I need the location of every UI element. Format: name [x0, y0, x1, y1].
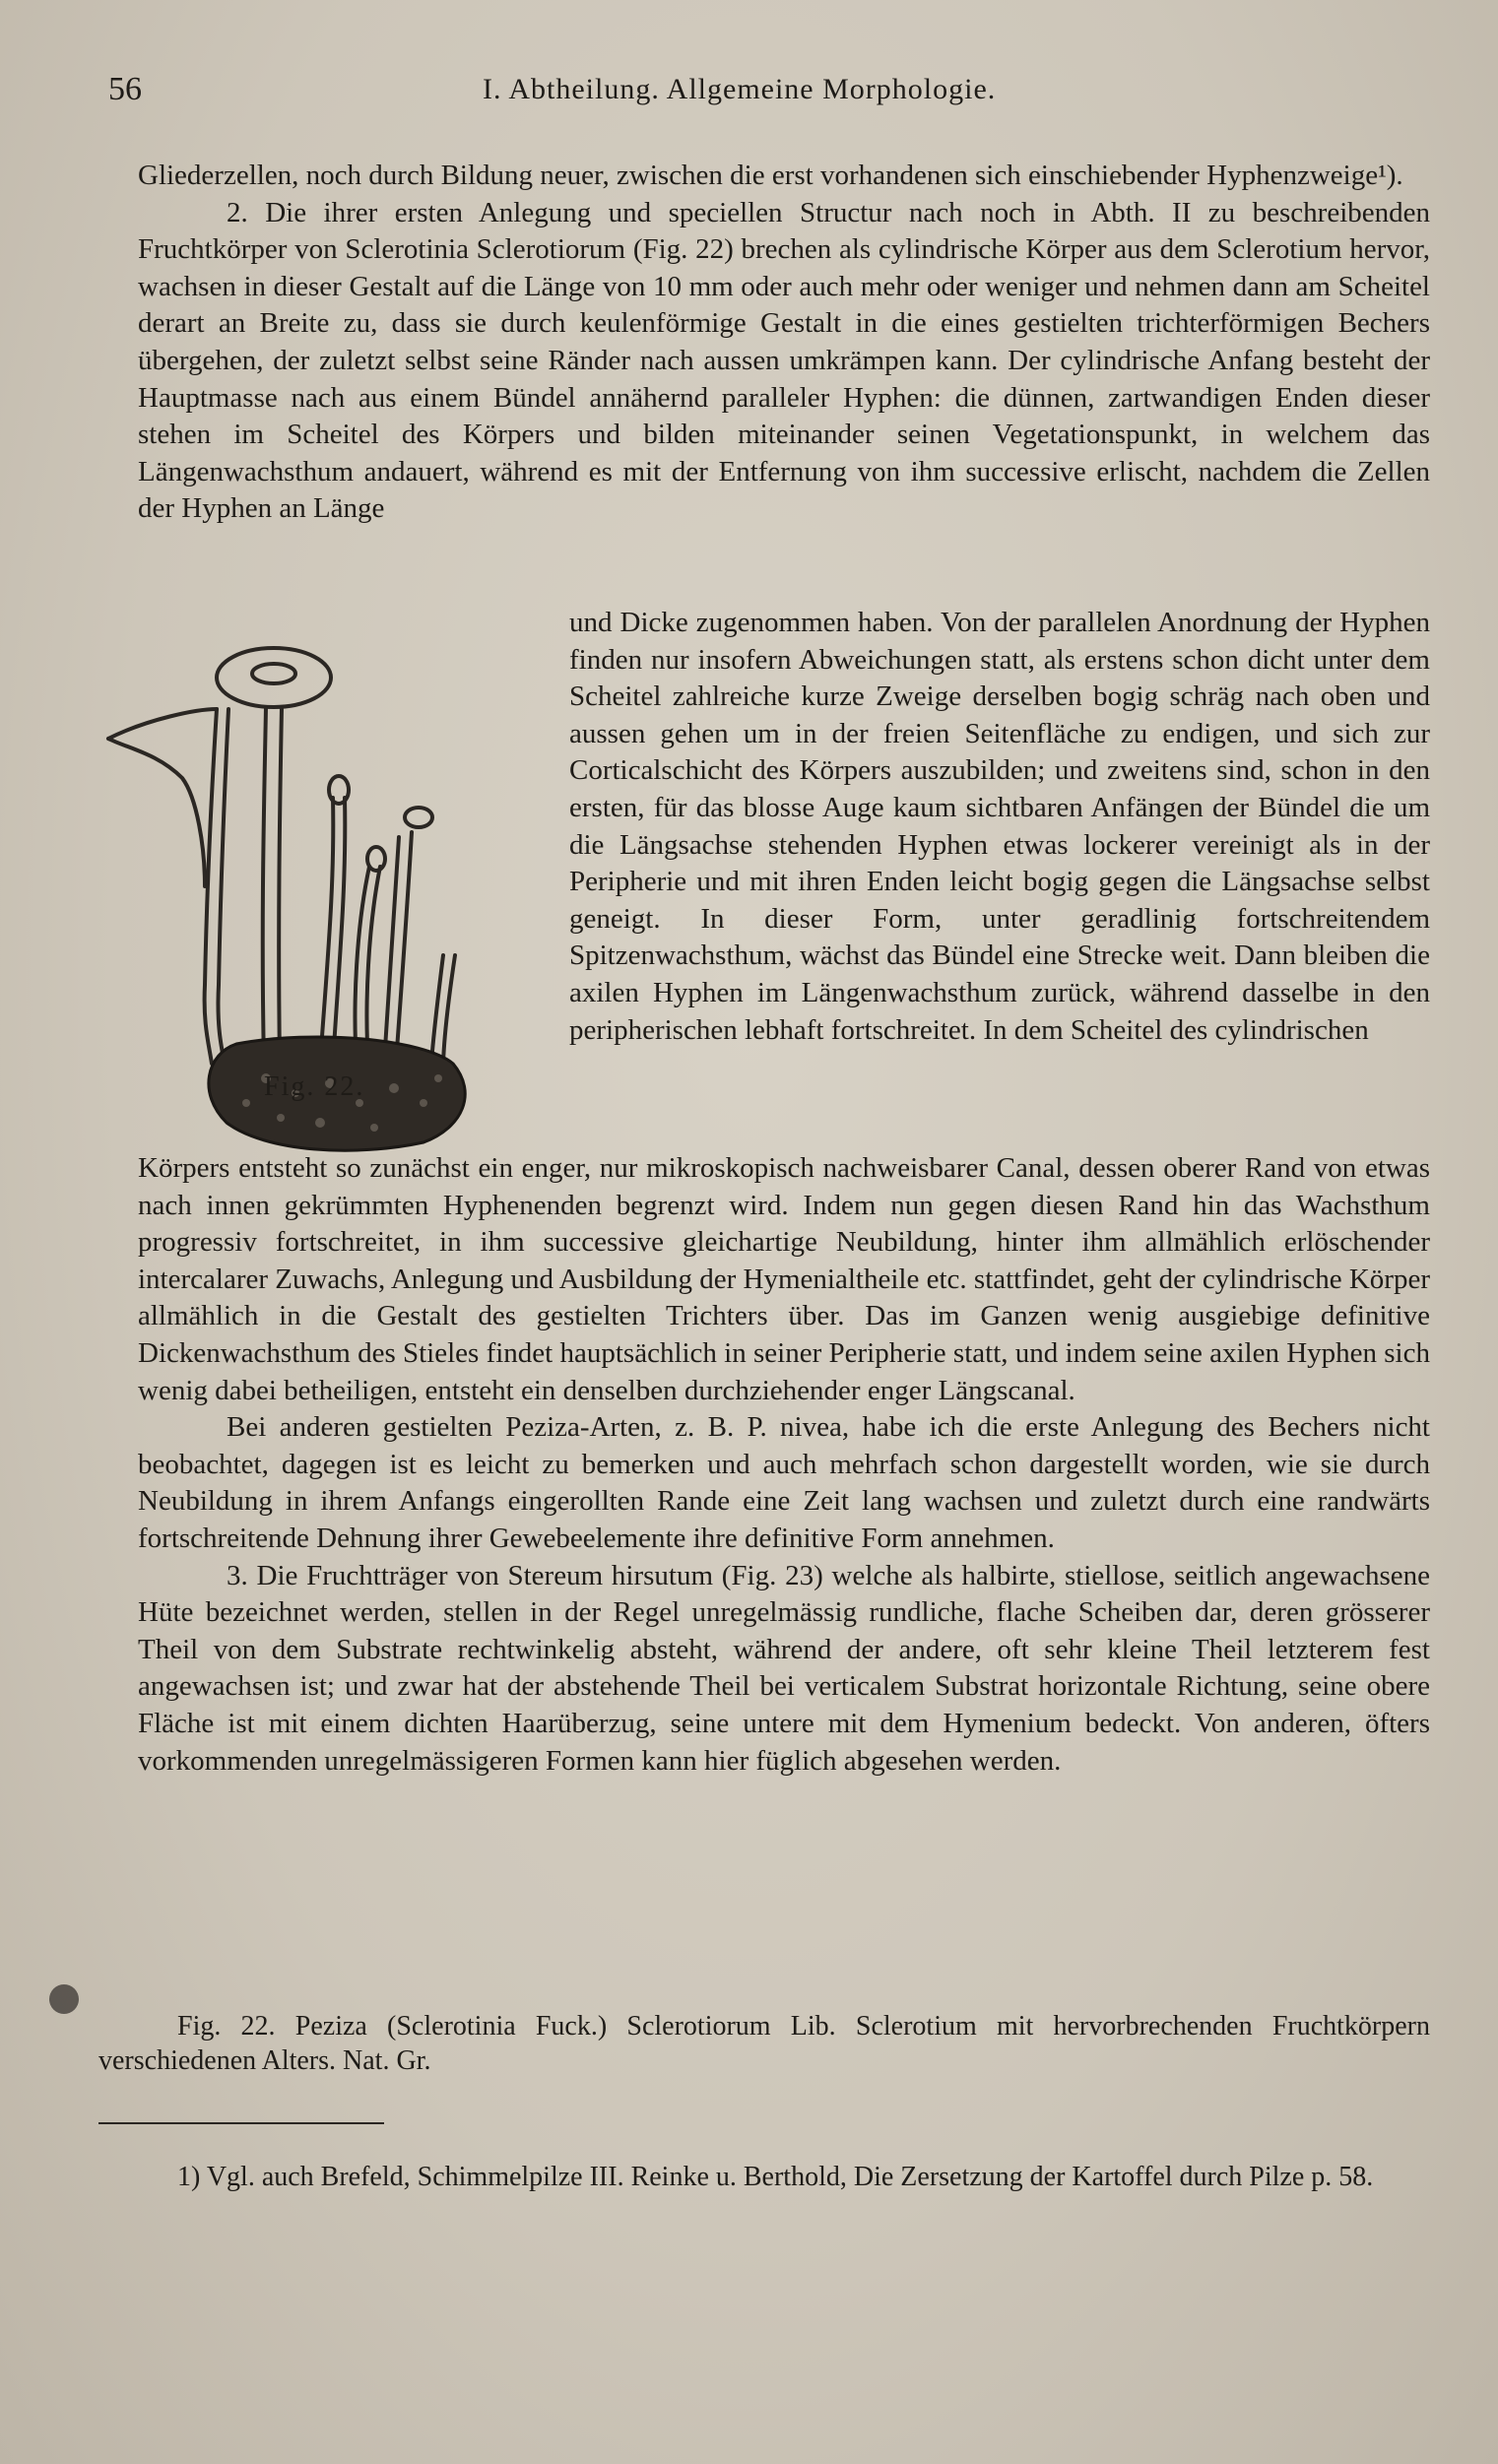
running-title: I. Abtheilung. Allgemeine Morphologie.: [483, 73, 997, 105]
caption-text: Fig. 22. Peziza (Sclerotinia Fuck.) Sclerotiorum Lib. Sclerotium mit hervorbrechenden Fruchtkörpern verschiedenen Alters. Nat. Gr.: [98, 2011, 1430, 2076]
paragraph-canal: Körpers entsteht so zunächst ein enger, nur mikroskopisch nachweisbarer Canal, dessen oberer Rand von etwas nach innen gekrümmten Hyphenenden begrenzt wird. Indem nun gegen diesen Rand hin das Wachsthum progressiv fortschreitet, in ihm successive gleichartige Neubildung, hinter ihm allmählich erlöschender intercalarer Zuwachs, Anlegung und Ausbildung der Hymenialtheile etc. stattfindet, geht der cylindrische Körper allmählich in die Gestalt des gestielten Trichters über. Das im Ganzen wenig ausgiebige definitive Dickenwachsthum des Stieles findet hauptsächlich in seiner Peripherie statt, und indem seine axilen Hyphen sich wenig dabei betheiligen, entsteht ein denselben durchziehender enger Längscanal.: [138, 1152, 1430, 1406]
body-text-top: [138, 158, 1430, 528]
body-text-bottom: [138, 1150, 1430, 1780]
figure-label: Fig. 22.: [264, 1071, 365, 1102]
footnote: 1) Vgl. auch Brefeld, Schimmelpilze III. Reinke u. Berthold, Die Zersetzung der Kartoffel durch Pilze p. 58.: [177, 2162, 1374, 2192]
wrapped-paragraph: und Dicke zugenommen haben. Von der parallelen Anordnung der Hyphen finden nur insofern Abweichungen statt, als erstens schon dicht unter dem Scheitel zahlreiche kurze Zweige derselben bogig schräg nach oben und aussen gehen um in der freien Seitenfläche zu endigen, und sich zur Corticalschicht des Körpers auszubilden; und zweitens sind, schon in den ersten, für das blosse Auge kaum sichtbaren Anfängen der Bündel die um die Längsachse stehenden Hyphen etwas lockerer vereinigt als in der Peripherie und mit ihren Enden leicht bogig gegen die Längsachse selbst geneigt. In dieser Form, unter geradlinig fortschreitendem Spitzenwachsthum, wächst das Bündel eine Strecke weit. Dann bleiben die axilen Hyphen im Längenwachsthum zurück, während dasselbe in den peripherischen lebhaft fortschreitet. In dem Scheitel des cylindrischen: [569, 607, 1430, 1046]
page-number: 56: [108, 71, 142, 107]
paragraph-peziza-arten: Bei anderen gestielten Peziza-Arten, z. B. P. nivea, habe ich die erste Anlegung des Bechers nicht beobachtet, dagegen ist es leicht zu bemerken und auch mehrfach schon dargestellt worden, wie sie durch Neubildung in ihrem Anfangs eingerollten Rande eine Zeit lang wachsen und zuletzt durch eine randwärts fortschreitende Dehnung ihrer Gewebeelemente ihre definitive Form annehmen.: [138, 1411, 1430, 1554]
ink-spot: [49, 1984, 79, 2014]
page-header: [108, 71, 1350, 120]
figure-caption: [98, 2009, 1430, 2078]
footnote-rule: [98, 2122, 384, 2124]
paragraph-sclerotinia: 2. Die ihrer ersten Anlegung und speciellen Structur nach noch in Abth. II zu beschreibenden Fruchtkörper von Sclerotinia Sclerotiorum (Fig. 22) brechen als cylindrische Körper aus dem Sclerotium hervor, wachsen in dieser Gestalt auf die Länge von 10 mm oder auch mehr oder weniger und nehmen dann am Scheitel derart an Breite zu, dass sie durch keulenförmige Gestalt in die eines gestielten trichterförmigen Bechers übergehen, der zuletzt selbst seine Ränder nach aussen umkrämpen kann. Der cylindrische Anfang besteht der Hauptmasse nach aus einem Bündel annähernd paralleler Hyphen: die dünnen, zartwandigen Enden dieser stehen im Scheitel des Körpers und bilden miteinander seinen Vegetationspunkt, in welchem das Längenwachsthum andauert, während es mit der Entfernung von ihm successive erlischt, nachdem die Zellen der Hyphen an Länge: [138, 196, 1430, 525]
paragraph-continuation: Gliederzellen, noch durch Bildung neuer, zwischen die erst vorhandenen sich einschiebender Hyphenzweige¹).: [138, 160, 1403, 191]
paragraph-stereum: 3. Die Fruchtträger von Stereum hirsutum (Fig. 23) welche als halbirte, stiellose, seitlich angewachsene Hüte bezeichnet werden, stellen in der Regel unregelmässig rundliche, flache Scheiben dar, deren grösserer Theil von dem Substrate rechtwinkelig absteht, während der andere, oft sehr kleine Theil letzterem fest angewachsen ist; und zwar hat der abstehende Theil bei verticalem Substrat horizontale Richtung, seine obere Fläche ist mit einem dichten Haarüberzug, seine untere mit dem Hymenium bedeckt. Von anderen, öfters vorkommenden unregelmässigeren Formen kann hier füglich abgesehen werden.: [138, 1559, 1430, 1777]
